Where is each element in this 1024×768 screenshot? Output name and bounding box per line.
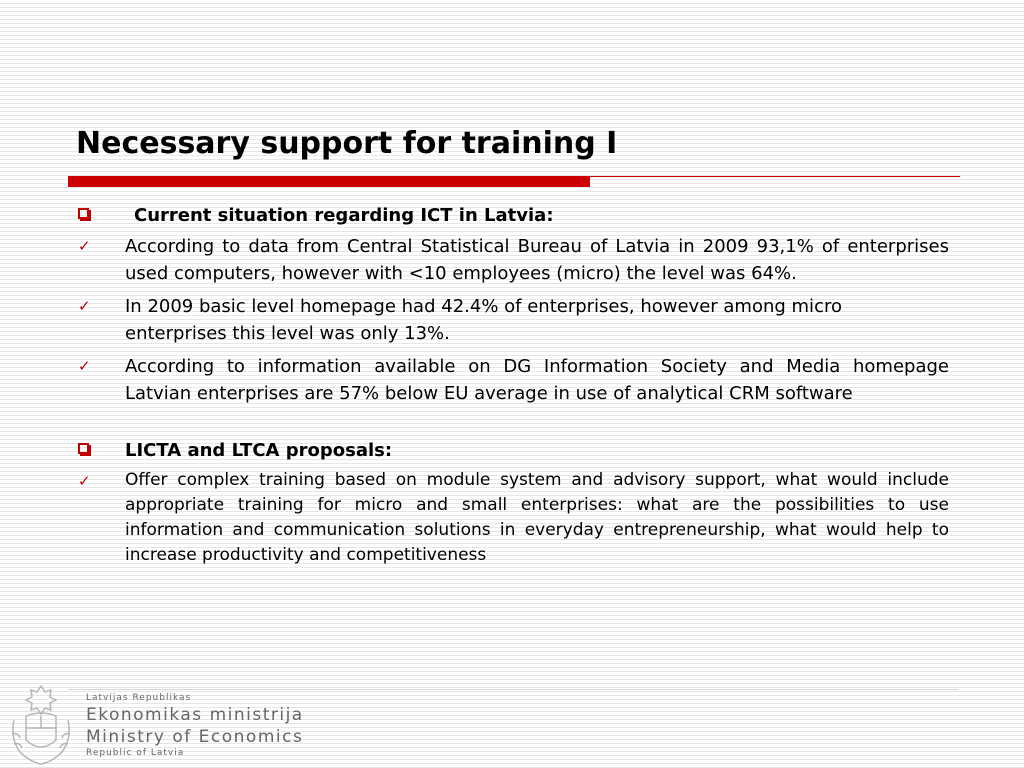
section-heading (76, 202, 949, 230)
bullet-text: In 2009 basic level homepage had 42.4% of enterprises, however among micro enterprises this level was only 13%. (125, 296, 842, 344)
logo-line-ministry-lv: Ekonomikas ministrija (86, 705, 304, 725)
checkmark-icon: ✓ (78, 297, 91, 315)
square-bullet-icon (78, 443, 89, 454)
section-heading (76, 437, 949, 465)
title-underline-thin (590, 176, 960, 177)
bullet-text: Offer complex training based on module system and advisory support, what would include appropriate training for micro and small enterprises: what are the possibilities to use information and communication solutions in everyday entrepreneurship, what would help to increase productivity and competitiveness (125, 470, 949, 565)
ministry-logo (86, 693, 304, 759)
bullet-item (76, 233, 949, 287)
square-bullet-icon (78, 208, 89, 219)
logo-line-republic-en: Republic of Latvia (86, 748, 185, 758)
bullet-item (76, 468, 949, 568)
checkmark-icon: ✓ (78, 357, 91, 375)
logo-line-latvian-republic: Latvijas Republikas (86, 693, 192, 703)
checkmark-icon: ✓ (78, 472, 91, 490)
section-heading-text: LICTA and LTCA proposals: (125, 440, 393, 461)
title-underline-bar (68, 176, 590, 187)
bullet-item (76, 293, 949, 347)
slide-title: Necessary support for training I (76, 126, 618, 161)
footer-divider (68, 689, 958, 690)
latvia-coat-of-arms-icon (6, 684, 76, 768)
bullet-text: According to data from Central Statistical Bureau of Latvia in 2009 93,1% of enterprises used computers, however with <10 employees (micro) the level was 64%. (125, 236, 949, 284)
checkmark-icon: ✓ (78, 237, 91, 255)
section-heading-text: Current situation regarding ICT in Latvia: (134, 205, 554, 226)
bullet-text: According to information available on DG Information Society and Media homepage Latvian enterprises are 57% below EU average in use of analytical CRM software (125, 356, 949, 404)
bullet-item (76, 353, 949, 407)
logo-line-ministry-en: Ministry of Economics (86, 727, 304, 747)
slide-body (76, 202, 949, 574)
